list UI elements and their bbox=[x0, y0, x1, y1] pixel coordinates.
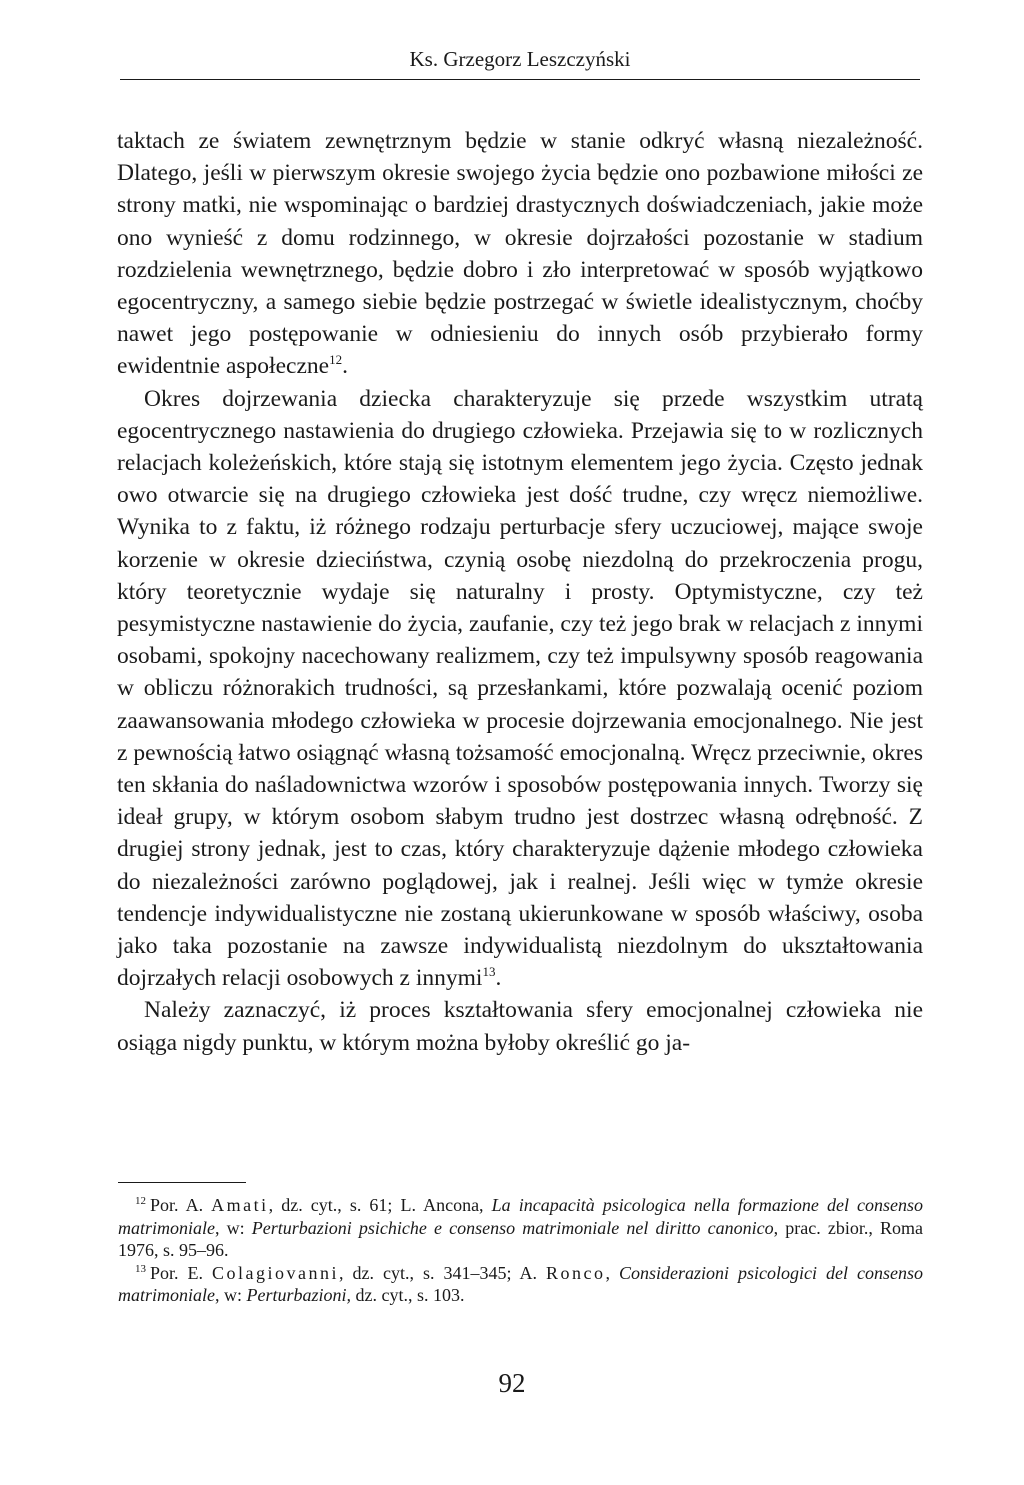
footnote-12-part: Por. A. bbox=[150, 1195, 204, 1215]
header-rule bbox=[120, 79, 920, 80]
main-text bbox=[117, 125, 923, 1059]
footnote-13-author: Colagiovanni bbox=[212, 1262, 340, 1283]
paragraph-1-text: taktach ze światem zewnętrznym będzie w stanie odkryć własną niezależność. Dlatego, jeśli w pierwszym okresie swojego życia będzie ono pozbawione miłości ze strony matki, nie wspominając o bardziej drastycznych doświadczeniach, jakie może ono wynieść z domu rodzinnego, w okresie dojrzałości pozostanie w stadium rozdzielenia wewnętrznego, będzie dobro i zło interpretować w sposób wyjątkowo egocentryczny, a samego siebie będzie postrzegać w świetle idealistycznym, choćby nawet jego postępowanie w odniesieniu do innych osób przybierało formy ewidentnie aspołeczne bbox=[117, 128, 923, 380]
footnotes bbox=[118, 1194, 923, 1307]
paragraph-3-text: Należy zaznaczyć, iż proces kształtowania sfery emocjonalnej człowieka nie osiąga nigdy punktu, w którym można byłoby określić go ja- bbox=[117, 997, 923, 1056]
footnote-13-number: 13 bbox=[135, 1262, 146, 1275]
footnote-13-part: , bbox=[605, 1262, 611, 1283]
footnote-13-part: , dz. cyt., s. 341–345; A. bbox=[339, 1262, 538, 1283]
footnote-12-number: 12 bbox=[135, 1195, 146, 1207]
footnote-13-part: Por. E. bbox=[150, 1262, 204, 1283]
paragraph-1-end: . bbox=[342, 353, 348, 380]
footnote-13-part: , w: bbox=[215, 1285, 242, 1305]
footnote-12-author: Amati bbox=[211, 1195, 269, 1215]
paragraph-2-text: Okres dojrzewania dziecka charakteryzuje się przede wszystkim utratą egocentrycznego nastawienia do drugiego człowieka. Przejawia się to w rozlicznych relacjach koleżeńskich, które stają się istotnym elementem jego życia. Często jednak owo otwarcie się na drugiego człowieka jest dość trudne, czy wręcz niemożliwe. Wynika to z faktu, iż różnego rodzaju perturbacje sfery uczuciowej, mające swoje korzenie w okresie dzieciństwa, czynią osobę niezdolną do przekroczenia progu, który teoretycznie wydaje się naturalny i prosty. Optymistyczne, czy też pesymistyczne nastawienie do życia, zaufanie, czy też jego brak w relacjach z innymi osobami, spokojny nacechowany realizmem, czy też impulsywny sposób reagowania w obliczu różnorakich trudności, są przesłankami, które pozwalają ocenić poziom zaawansowania młodego człowieka w procesie dojrzewania emocjonalnego. Nie jest z pewnością łatwo osiągnąć własną tożsamość emocjonalną. Wręcz przeciwnie, okres ten skłania do naśladownictwa wzorów i sposobów postępowania innych. Tworzy się ideał grupy, w którym osobom słabym trudno jest dostrzec własną odrębność. Z drugiej strony jednak, jest to czas, który charakteryzuje dążenie młodego człowieka do niezależności zarówno poglądowej, jak i realnej. Jeśli więc w tymże okresie tendencje indywidualistyczne nie zostaną ukierunkowane w sposób właściwy, osoba jako taka pozostanie na zawsze indywidualistą niezdolnym do ukształtowania dojrzałych relacji osobowych z innymi bbox=[117, 385, 923, 992]
footnote-12-part: , w: bbox=[215, 1217, 245, 1238]
footnote-rule bbox=[118, 1182, 246, 1183]
footnote-13-author-2: Ronco bbox=[546, 1262, 606, 1283]
footnote-ref-13: 13 bbox=[482, 964, 496, 980]
paragraph-2 bbox=[117, 383, 923, 995]
footnote-12-part: , dz. cyt., s. 61; L. Ancona, bbox=[268, 1195, 484, 1215]
paragraph-3 bbox=[117, 994, 923, 1058]
footnote-13-part: dz. cyt., s. 103. bbox=[355, 1285, 465, 1305]
footnote-ref-12: 12 bbox=[329, 352, 343, 368]
running-head: Ks. Grzegorz Leszczyński bbox=[409, 47, 631, 71]
footnote-13-book: Perturbazioni, bbox=[246, 1285, 352, 1305]
footnote-12-book: Perturbazioni psichiche e consenso matrimoniale nel diritto canonico bbox=[251, 1217, 774, 1238]
paragraph-2-end: . bbox=[495, 965, 502, 992]
footnote-12-part: , prac. zbior., Roma 1976, s. 95–96. bbox=[118, 1217, 923, 1260]
page-number: 92 bbox=[498, 1368, 526, 1398]
footnote-12-title: La incapacità psicologica nella formazione del consenso matrimoniale bbox=[118, 1195, 924, 1238]
footnote-13 bbox=[118, 1262, 923, 1307]
paragraph-1 bbox=[117, 125, 923, 383]
footnote-12 bbox=[118, 1194, 923, 1262]
footnote-13-title: Considerazioni psicologici del consenso matrimoniale bbox=[118, 1262, 923, 1305]
